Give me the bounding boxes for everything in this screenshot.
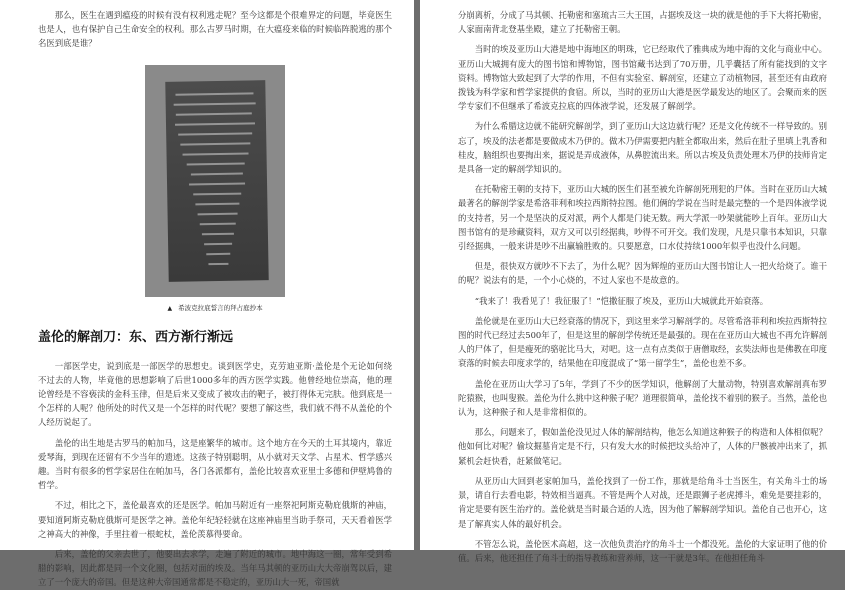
body-paragraph: 后来，盖伦的父亲去世了，他要出去求学，走遍了附近的城市。地中海这一圈，常年受到希腊的影响，因此都是同一个文化圈，包括对面的埃及。当年马其顿的亚历山大大帝崩驾以后，建立了一个庞大的帝国。但是这种大帝国通常都是不稳定的，亚历山大一死，帝国就 — [38, 549, 392, 588]
figure-caption — [38, 303, 392, 312]
body-paragraph: “我来了！我看见了！我征服了！”恺撒征服了埃及，亚历山大城就此开始衰落。 — [474, 295, 769, 306]
body-paragraph: 不管怎么说，盖伦医术高超，这一次他负责治疗的角斗士一个都没死。盖伦的大家证明了他的价值。后来，他还担任了角斗士的指导教练和营养师，这一干就是3年。在他担任角斗 — [458, 538, 827, 563]
body-paragraph: 盖伦的出生地是古罗马的帕加马，这是座繁华的城市。这个地方在今天的土耳其境内，靠近爱琴海，到现在还留有不少当年的遗迹。这孩子特别聪明，从小就对天文学、占星术、哲学感兴趣。当时有很多的哲学家居住在帕加马，各门各派都有，盖伦比较喜欢亚里士多德和伊壁鸠鲁的哲学。 — [38, 437, 392, 491]
body-paragraph: 分崩离析，分成了马其顿、托勒密和塞琉古三大王国，占据埃及这一块的就是他的手下大将托勒密，人家面南背北登基坐殿，建立了托勒密王朝。 — [458, 10, 827, 35]
body-paragraph: 盖伦就是在亚历山大已经衰落的情况下，到这里来学习解剖学的。尽管希洛菲利和埃拉西斯特拉图的时代已经过去500年了，但是这里的解剖学传统还是最强的。现在在亚历山大城也不再允许解剖人的尸体了，但是瘦死的骆驼比马大，对吧。这一点有点类似于唐僧取经，玄奘法师也是佛教在印度衰落的时候去印度求学的，结果他在印度混成了“第一留学生”，盖伦也差不多。 — [458, 315, 827, 369]
body-paragraph: 盖伦在亚历山大学习了5年，学到了不少的医学知识，他解剖了大量动物，特别喜欢解剖真布罗陀猿猴，也叫叟猴。盖伦为什么挑中这种猴子呢？道理很简单，盖伦找不着别的猴子。当然，盖伦也认为，这种猴子和人是非常相似的。 — [458, 378, 827, 418]
body-paragraph: 为什么希腊这边就不能研究解剖学，到了亚历山大这边就行呢？还是文化传统不一样导致的。别忘了，埃及的法老都是要做成木乃伊的。做木乃伊需要把内脏全都取出来，然后在肚子里填上乳香和桂皮，脑组织也要掏出来，据说是弄成液体，从鼻腔流出来。所以古埃及负责处理木乃伊的技师肯定是具备一定的解剖学知识的。 — [458, 121, 827, 175]
manuscript-image — [145, 65, 285, 297]
figure-caption-text: 希波克拉底誓言的拜占庭抄本 — [178, 303, 263, 312]
body-paragraph: 从亚历山大回到老家帕加马，盖伦找到了一份工作，那就是给角斗士当医生，有关角斗士的场景，请自行去看电影，特效相当逼真。不管是两个人对战，还是跟狮子老虎搏斗，难免是要挂彩的，肯定是要有医生治疗的。盖伦就是当时最合适的人选，因为他了解解剖学知识。盖伦自己也开心，这是了解真实人体的最好机会。 — [458, 475, 827, 529]
caption-triangle-icon: ▲ — [167, 304, 173, 312]
body-paragraph: 当时的埃及亚历山大港是地中海地区的明珠，它已经取代了雅典成为地中海的文化与商业中心。亚历山大城拥有庞大的图书馆和博物馆，图书馆藏书达到了70万册，几乎囊括了所有能找到的文字资料。博物馆大致起到了大学的作用，不但有实验室、解剖室，还建立了动植物园，甚至还有由政府拨钱为科学家和哲学家提供的食宿。所以，当时的亚历山大港是医学最发达的地区了。会聚而来的医学专家们不但继承了希波克拉底的四体液学说，还发展了解剖学。 — [458, 44, 827, 112]
manuscript-parchment — [165, 80, 268, 282]
section-title: 盖伦的解剖刀：东、西方渐行渐远 — [38, 329, 234, 345]
left-page — [0, 0, 414, 588]
intro-paragraph: 那么，医生在遇到瘟疫的时候有没有权利逃走呢？至今这都是个很难界定的问题，毕竟医生也是人，也有保护自己生命安全的权利。那么古罗马时期，在大瘟疫来临的时候临阵脱逃的那个名医到底是谁？ — [38, 10, 392, 49]
right-page — [420, 0, 845, 563]
body-paragraph: 一部医学史，说到底是一部医学的思想史。谈到医学史，克劳迪亚斯·盖伦是个无论如何绕不过去的人物，毕竟他的思想影响了后世1000多年的西方医学实践。他曾经地位崇高，他的理论曾经是不容亵渎的金科玉律，但是后来又变成了被攻击的靶子，被打得体无完肤。他到底是一个怎样的人呢？他所处的时代又是一个怎样的时代呢？要想了解这些，我们就不得不从盖伦的个人经历说起了。 — [38, 360, 392, 428]
body-paragraph: 在托勒密王朝的支持下，亚历山大城的医生们甚至被允许解剖死刑犯的尸体。当时在亚历山大城最著名的解剖学家是希洛菲利和埃拉西斯特拉图。他们俩的学说在当时是最完整的一个是四体液学说的支持者，另一个是坚决的反对派，两个人都是门徒无数。两大学派一吵架就能吵上百年。亚历山大图书馆有的是珍藏资料，双方又可以引经据典，吵得不可开交。我们发现，凡是只靠书本知识，只靠引经据典，一般来讲是吵不出赢输胜败的。只要愿意，口水仗持续1000年似乎也没什么问题。 — [458, 184, 827, 252]
body-paragraph: 那么，问题来了，假如盖伦没见过人体的解剖结构，他怎么知道这种猴子的构造和人体相似呢？他如何比对呢？偷坟掘墓肯定是不行，只有发大水的时候把坟头给冲了，人体的尸骸被冲出来了，抓紧机会赶快看，赶紧做笔记。 — [458, 427, 827, 466]
body-paragraph: 不过，相比之下，盖伦最喜欢的还是医学。帕加马附近有一座祭祀阿斯克勒庇俄斯的神庙，要知道阿斯克勒庇俄斯可是医学之神。盖伦年纪轻轻就在这座神庙里当助手祭司，天天看着医学之神高大的神像，手里拄着一根蛇杖，盖伦羡慕得要命。 — [38, 500, 392, 539]
body-paragraph: 但是，很快双方就吵不下去了，为什么呢？因为辉煌的亚历山大图书馆让人一把火给烧了。谁干的呢？说法有的是，一个小心烧的，不过人家也不是故意的。 — [458, 261, 827, 286]
